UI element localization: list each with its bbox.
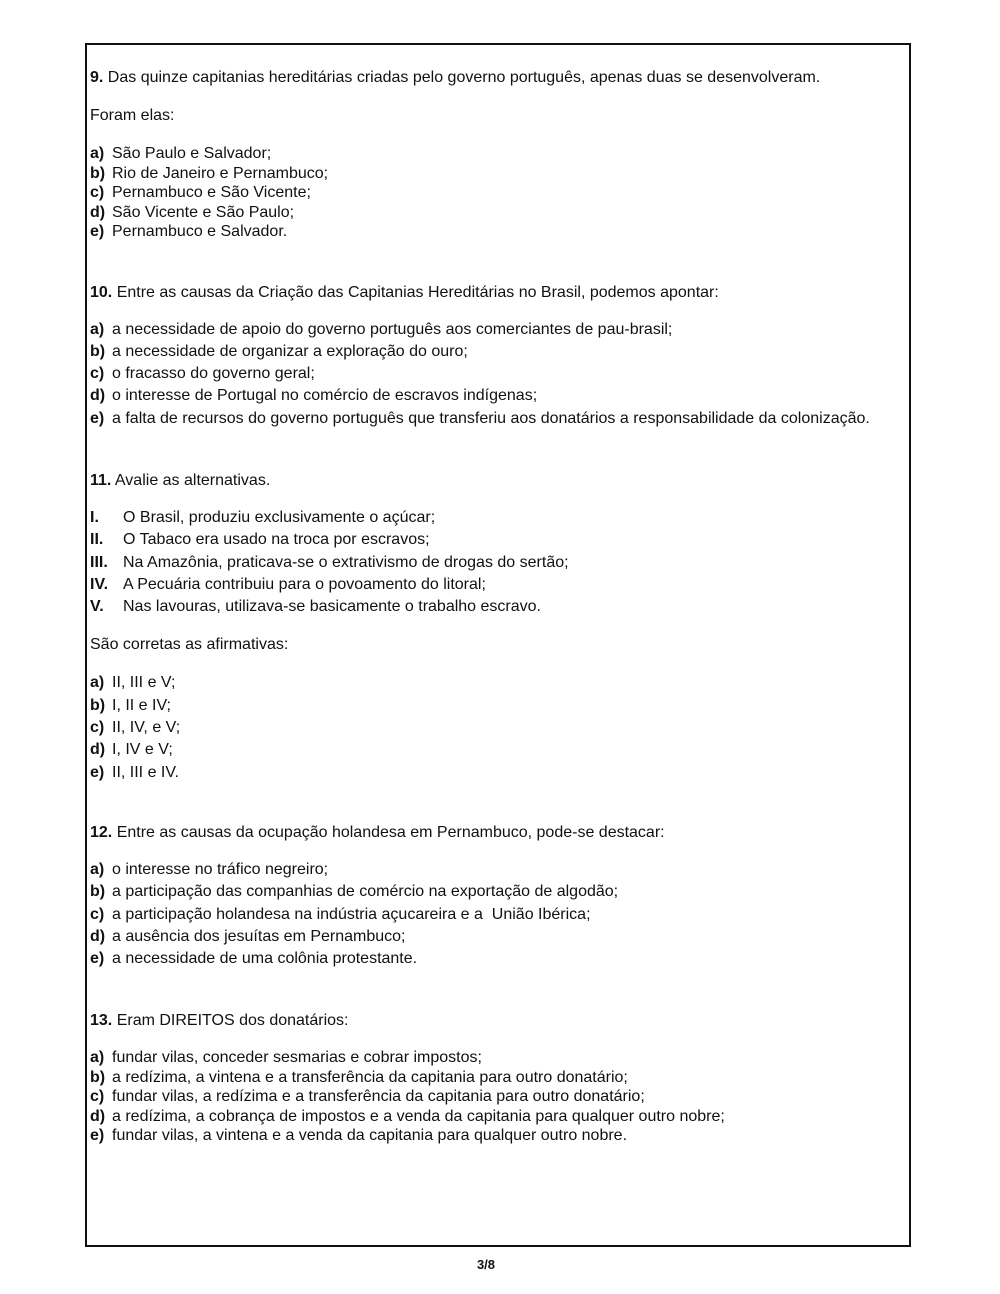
option-label: d): [90, 1107, 106, 1125]
question-12-stem: [90, 823, 900, 843]
question-12-options: [90, 859, 900, 970]
option-label: c): [90, 184, 105, 201]
statement-iii: [90, 552, 900, 574]
question-number: 13.: [90, 1012, 113, 1030]
question-11-statements: [90, 507, 900, 618]
option-label: b): [90, 1068, 106, 1086]
option-b[interactable]: [90, 881, 900, 903]
option-text: a participação das companhias de comércio na exportação de algodão;: [112, 883, 619, 901]
option-text: fundar vilas, conceder sesmarias e cobrar impostos;: [112, 1049, 482, 1067]
statement-text: Nas lavouras, utilizava-se basicamente o trabalho escravo.: [123, 598, 541, 616]
option-label: d): [90, 387, 106, 405]
question-9: [90, 68, 900, 242]
option-label: b): [90, 342, 106, 360]
statement-label: III.: [90, 553, 108, 571]
option-label: c): [90, 905, 105, 923]
option-label: c): [90, 365, 105, 383]
statement-text: Na Amazônia, praticava-se o extrativismo de drogas do sertão;: [123, 553, 569, 571]
option-text: a necessidade de apoio do governo português aos comerciantes de pau-brasil;: [112, 320, 673, 338]
page-number: 3/8: [476, 1257, 496, 1272]
option-e[interactable]: [90, 1126, 900, 1146]
option-text: Pernambuco e Salvador.: [112, 223, 288, 240]
option-a[interactable]: [90, 319, 900, 341]
option-c[interactable]: [90, 904, 900, 926]
option-text: a participação holandesa na indústria açucareira e a União Ibérica;: [112, 905, 591, 923]
option-label: b): [90, 164, 106, 182]
question-10: [90, 283, 900, 430]
question-10-stem: [90, 283, 900, 303]
question-text: Entre as causas da ocupação holandesa em Pernambuco, pode-se destacar:: [116, 823, 665, 841]
question-text: Entre as causas da Criação das Capitanias Hereditárias no Brasil, podemos apontar:: [116, 283, 719, 301]
option-e[interactable]: [90, 762, 900, 784]
option-label: a): [90, 860, 105, 878]
question-number: 10.: [90, 283, 113, 301]
option-text: a necessidade de organizar a exploração do ouro;: [112, 342, 468, 360]
option-label: e): [90, 1127, 105, 1145]
question-11-stem: [90, 471, 900, 491]
option-b[interactable]: [90, 695, 900, 717]
option-label: e): [90, 950, 105, 968]
statement-text: O Brasil, produziu exclusivamente o açúcar;: [123, 508, 436, 526]
option-label: e): [90, 223, 105, 240]
option-c[interactable]: [90, 717, 900, 739]
exam-content: [90, 68, 900, 1146]
option-a[interactable]: [90, 859, 900, 881]
option-label: d): [90, 927, 106, 945]
option-label: e): [90, 763, 105, 781]
option-a[interactable]: [90, 672, 900, 694]
option-label: b): [90, 883, 106, 901]
option-d[interactable]: [90, 203, 900, 223]
option-text: a ausência dos jesuítas em Pernambuco;: [112, 927, 406, 945]
option-text: a redízima, a cobrança de impostos e a venda da capitania para qualquer outro nobre;: [112, 1107, 725, 1125]
option-d[interactable]: [90, 926, 900, 948]
question-number: 9.: [90, 69, 104, 86]
statement-label: I.: [90, 508, 99, 526]
option-text: II, IV, e V;: [112, 719, 181, 737]
question-text: Das quinze capitanias hereditárias criadas pelo governo português, apenas duas se desenvolveram.: [107, 69, 821, 86]
option-e[interactable]: [90, 948, 900, 970]
option-d[interactable]: [90, 1107, 900, 1127]
statement-text: O Tabaco era usado na troca por escravos;: [123, 531, 430, 549]
option-b[interactable]: [90, 341, 900, 363]
question-13-stem: [90, 1011, 900, 1031]
question-13: [90, 1011, 900, 1146]
option-label: c): [90, 1088, 105, 1106]
option-text: II, III e V;: [112, 674, 176, 692]
option-label: a): [90, 145, 105, 162]
option-text: a necessidade de uma colônia protestante.: [112, 950, 418, 968]
statement-label: IV.: [90, 575, 109, 593]
option-label: a): [90, 674, 105, 692]
option-a[interactable]: [90, 144, 900, 164]
option-c[interactable]: [90, 183, 900, 203]
option-e[interactable]: [90, 408, 900, 430]
option-text: o interesse de Portugal no comércio de escravos indígenas;: [112, 387, 538, 405]
statement-i: [90, 507, 900, 529]
option-text: I, II e IV;: [112, 696, 171, 714]
question-number: 12.: [90, 823, 113, 841]
option-c[interactable]: [90, 1087, 900, 1107]
statement-ii: [90, 529, 900, 551]
option-b[interactable]: [90, 1068, 900, 1088]
option-text: São Paulo e Salvador;: [112, 145, 272, 162]
option-b[interactable]: [90, 164, 900, 184]
option-label: a): [90, 1049, 105, 1067]
question-9-subtext: Foram elas:: [90, 107, 175, 124]
question-11-options: [90, 672, 900, 783]
option-text: o fracasso do governo geral;: [112, 365, 315, 383]
option-text: II, III e IV.: [112, 763, 179, 781]
question-12: [90, 823, 900, 970]
option-d[interactable]: [90, 385, 900, 407]
option-text: São Vicente e São Paulo;: [112, 203, 295, 221]
question-9-stem: [90, 68, 900, 88]
option-text: I, IV e V;: [112, 741, 173, 759]
question-text: Eram DIREITOS dos donatários:: [116, 1012, 349, 1030]
question-11-subtext: São corretas as afirmativas:: [90, 636, 289, 654]
option-text: Pernambuco e São Vicente;: [112, 184, 311, 201]
question-9-options: [90, 144, 900, 242]
statement-v: [90, 596, 900, 618]
option-label: b): [90, 696, 106, 714]
statement-iv: [90, 574, 900, 596]
statement-text: A Pecuária contribuiu para o povoamento do litoral;: [123, 575, 486, 593]
question-10-options: [90, 319, 900, 430]
option-text: a falta de recursos do governo português que transferiu aos donatários a responsabilidade da colonização.: [112, 409, 870, 427]
option-label: d): [90, 741, 106, 759]
option-a[interactable]: [90, 1048, 900, 1068]
question-number: 11.: [90, 471, 112, 489]
option-text: o interesse no tráfico negreiro;: [112, 860, 329, 878]
option-label: c): [90, 719, 105, 737]
statement-label: II.: [90, 531, 104, 549]
question-11: [90, 471, 900, 784]
option-label: e): [90, 409, 105, 427]
option-text: fundar vilas, a vintena e a venda da capitania para qualquer outro nobre.: [112, 1127, 628, 1145]
option-label: d): [90, 203, 106, 221]
option-text: Rio de Janeiro e Pernambuco;: [112, 164, 329, 182]
option-e[interactable]: [90, 222, 900, 242]
question-13-options: [90, 1048, 900, 1146]
question-text: Avalie as alternativas.: [114, 471, 271, 489]
option-label: a): [90, 320, 105, 338]
option-c[interactable]: [90, 363, 900, 385]
option-d[interactable]: [90, 739, 900, 761]
option-text: fundar vilas, a redízima e a transferência da capitania para outro donatário;: [112, 1088, 645, 1106]
statement-label: V.: [90, 598, 104, 616]
option-text: a redízima, a vintena e a transferência da capitania para outro donatário;: [112, 1068, 628, 1086]
